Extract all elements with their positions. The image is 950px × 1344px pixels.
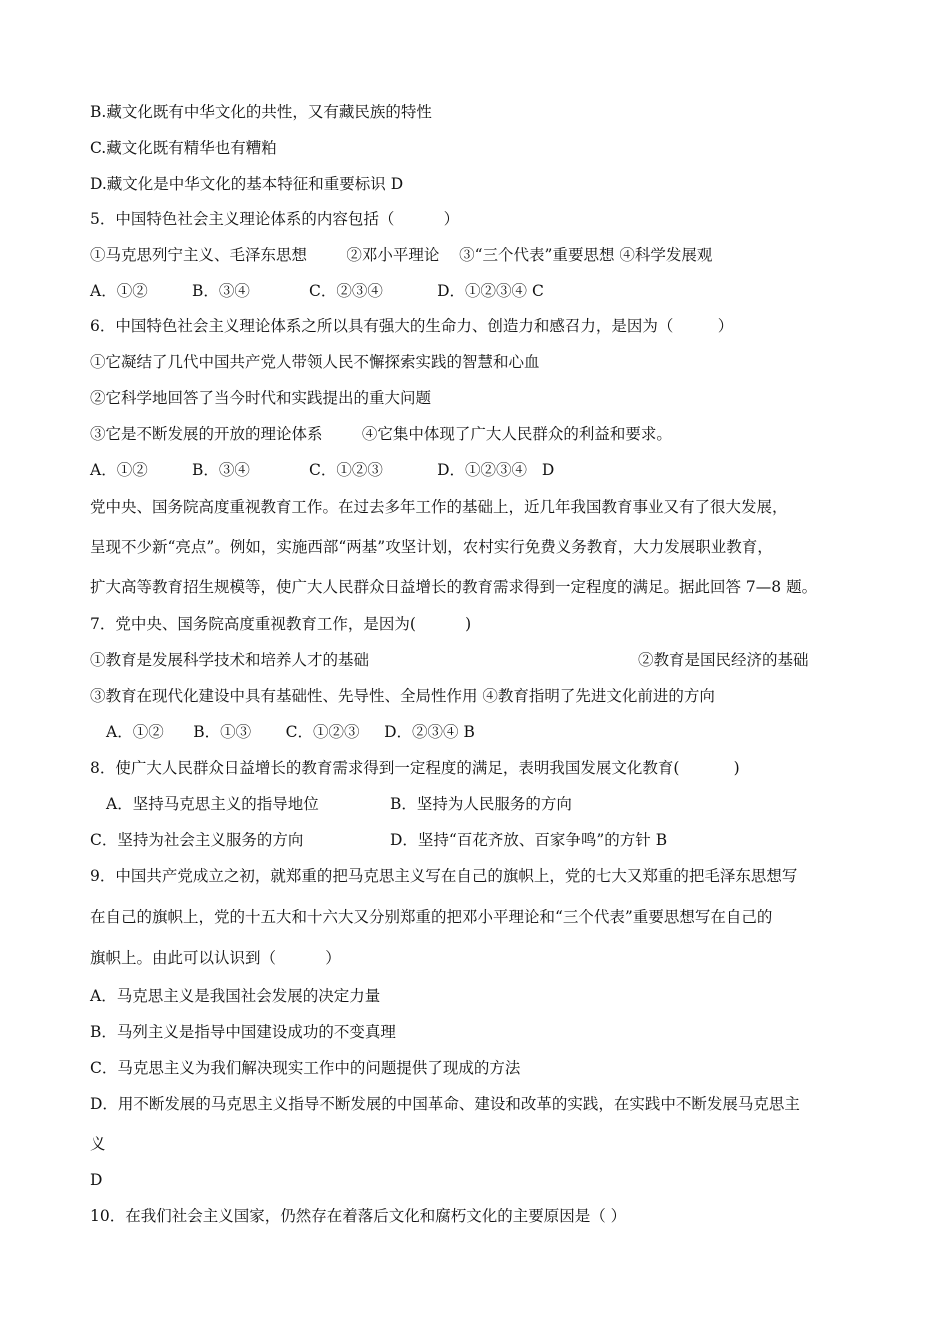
q9-stem-line-1: 9．中国共产党成立之初，就郑重的把马克思主义写在自己的旗帜上，党的七大又郑重的把毛泽东思想写	[90, 867, 798, 885]
q7-stem: 7．党中央、国务院高度重视教育工作，是因为( )	[90, 615, 472, 633]
q7-item-2: ②教育是国民经济的基础	[638, 651, 809, 669]
q6-item-1: ①它凝结了几代中国共产党人带领人民不懈探索实践的智慧和心血	[90, 353, 540, 371]
q10-stem: 10．在我们社会主义国家，仍然存在着落后文化和腐朽文化的主要原因是（ ）	[90, 1207, 627, 1225]
q7-item-1: ①教育是发展科学技术和培养人才的基础	[90, 651, 370, 669]
q7-options: A．①② B．①③ C．①②③ D．②③④ B	[106, 723, 475, 741]
q8-option-a: A．坚持马克思主义的指导地位	[106, 795, 319, 813]
q4-option-d: D.藏文化是中华文化的基本特征和重要标识 D	[90, 175, 404, 193]
intro-line-1: 党中央、国务院高度重视教育工作。在过去多年工作的基础上，近几年我国教育事业又有了很大发展，	[90, 498, 788, 516]
q9-stem-line-3: 旗帜上。由此可以认识到（ ）	[90, 949, 341, 967]
q8-option-d: D．坚持“百花齐放、百家争鸣”的方针 B	[390, 831, 668, 849]
q9-option-a: A．马克思主义是我国社会发展的决定力量	[90, 987, 381, 1005]
q8-option-b: B．坚持为人民服务的方向	[390, 795, 572, 813]
q8-stem: 8．使广大人民群众日益增长的教育需求得到一定程度的满足，表明我国发展文化教育( )	[90, 759, 740, 777]
intro-line-2: 呈现不少新“亮点”。例如，实施西部“两基”攻坚计划，农村实行免费义务教育，大力发展职业教育，	[90, 538, 773, 556]
q8-option-c: C．坚持为社会主义服务的方向	[90, 831, 304, 849]
q7-item-3: ③教育在现代化建设中具有基础性、先导性、全局性作用 ④教育指明了先进文化前进的方向	[90, 687, 715, 705]
q4-option-c: C.藏文化既有精华也有糟粕	[90, 139, 277, 157]
q9-option-b: B．马列主义是指导中国建设成功的不变真理	[90, 1023, 396, 1041]
q6-options: A．①② B．③④ C．①②③ D．①②③④ D	[90, 461, 555, 479]
q6-stem: 6．中国特色社会主义理论体系之所以具有强大的生命力、创造力和感召力，是因为（ ）	[90, 317, 734, 335]
q5-stem: 5．中国特色社会主义理论体系的内容包括（ ）	[90, 210, 460, 228]
q4-option-b: B.藏文化既有中华文化的共性，又有藏民族的特性	[90, 103, 432, 121]
q9-option-d-line-2: 义	[90, 1135, 106, 1153]
q9-answer: D	[90, 1171, 103, 1189]
q9-option-d-line-1: D．用不断发展的马克思主义指导不断发展的中国革命、建设和改革的实践，在实践中不断发展马克思主	[90, 1095, 800, 1113]
intro-line-3: 扩大高等教育招生规模等，使广大人民群众日益增长的教育需求得到一定程度的满足。据此回答 7—8 题。	[90, 578, 818, 596]
q9-stem-line-2: 在自己的旗帜上，党的十五大和十六大又分别郑重的把邓小平理论和“三个代表”重要思想写在自己的	[90, 908, 773, 926]
q6-item-3: ③它是不断发展的开放的理论体系 ④它集中体现了广大人民群众的利益和要求。	[90, 425, 672, 443]
q9-option-c: C．马克思主义为我们解决现实工作中的问题提供了现成的方法	[90, 1059, 521, 1077]
q5-options: A．①② B．③④ C．②③④ D．①②③④ C	[90, 282, 544, 300]
q5-items: ①马克思列宁主义、毛泽东思想 ②邓小平理论 ③“三个代表”重要思想 ④科学发展观	[90, 246, 713, 264]
q6-item-2: ②它科学地回答了当今时代和实践提出的重大问题	[90, 389, 432, 407]
